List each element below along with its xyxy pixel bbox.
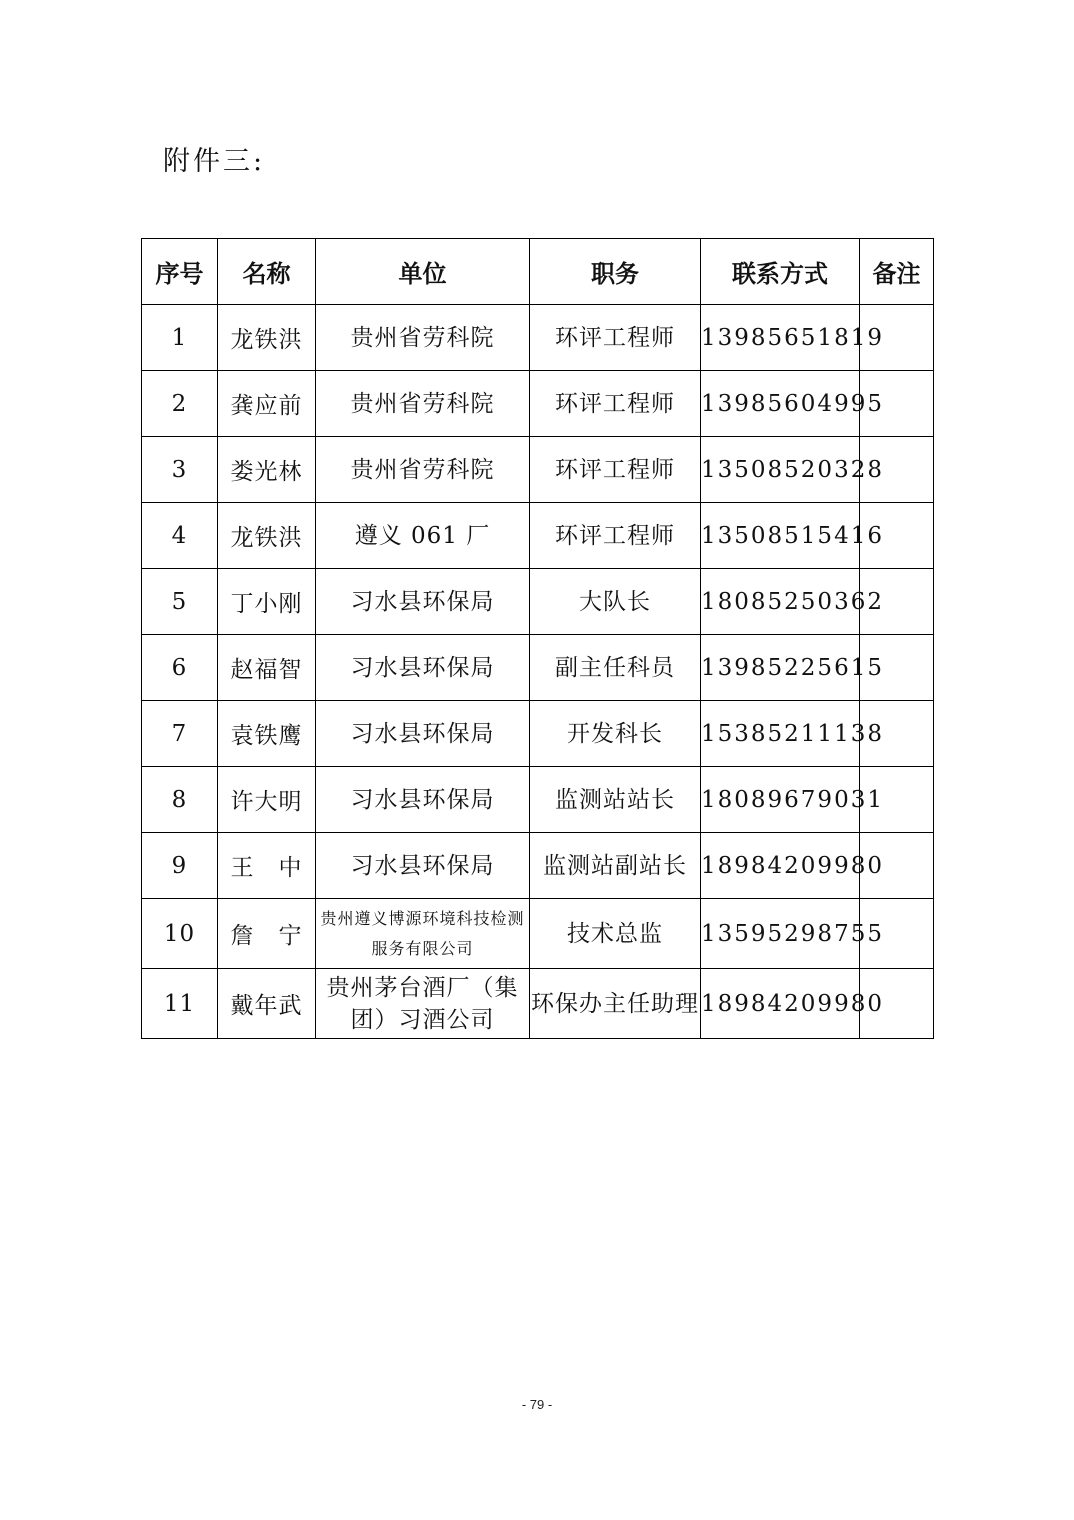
person-name: 王 中 xyxy=(218,833,316,899)
person-name: 詹 宁 xyxy=(218,899,316,969)
row-number: 5 xyxy=(142,569,218,635)
person-name: 龙铁洪 xyxy=(218,503,316,569)
unit: 习水县环保局 xyxy=(316,767,530,833)
unit: 遵义 061 厂 xyxy=(316,503,530,569)
header-cell: 序号 xyxy=(142,239,218,305)
table-row xyxy=(142,503,934,569)
unit: 习水县环保局 xyxy=(316,701,530,767)
unit: 贵州省劳科院 xyxy=(316,371,530,437)
job-title: 环保办主任助理 xyxy=(530,969,701,1039)
phone-number: 18984209980 xyxy=(701,833,860,899)
phone-number: 13508520328 xyxy=(701,437,860,503)
unit: 习水县环保局 xyxy=(316,833,530,899)
row-number: 3 xyxy=(142,437,218,503)
attachment-title: 附件三: xyxy=(163,146,266,177)
job-title: 大队长 xyxy=(530,569,701,635)
row-number: 7 xyxy=(142,701,218,767)
phone-number: 13985225615 xyxy=(701,635,860,701)
job-title: 环评工程师 xyxy=(530,305,701,371)
person-name: 赵福智 xyxy=(218,635,316,701)
job-title: 开发科长 xyxy=(530,701,701,767)
header-cell: 职务 xyxy=(530,239,701,305)
phone-number: 13985651819 xyxy=(701,305,860,371)
job-title: 环评工程师 xyxy=(530,503,701,569)
row-number: 10 xyxy=(142,899,218,969)
phone-number: 18984209980 xyxy=(701,969,860,1039)
job-title: 环评工程师 xyxy=(530,371,701,437)
header-cell: 单位 xyxy=(316,239,530,305)
row-number: 9 xyxy=(142,833,218,899)
table-row xyxy=(142,305,934,371)
phone-number: 13595298755 xyxy=(701,899,860,969)
page-number: - 79 - xyxy=(521,1397,553,1412)
person-name: 娄光林 xyxy=(218,437,316,503)
unit: 习水县环保局 xyxy=(316,569,530,635)
contact-table xyxy=(141,238,934,1039)
table-row xyxy=(142,969,934,1039)
person-name: 龙铁洪 xyxy=(218,305,316,371)
person-name: 戴年武 xyxy=(218,969,316,1039)
phone-number: 18089679031 xyxy=(701,767,860,833)
row-number: 4 xyxy=(142,503,218,569)
table-row xyxy=(142,569,934,635)
header-cell: 名称 xyxy=(218,239,316,305)
row-number: 2 xyxy=(142,371,218,437)
header-cell: 联系方式 xyxy=(701,239,860,305)
table-row xyxy=(142,701,934,767)
job-title: 副主任科员 xyxy=(530,635,701,701)
row-number: 1 xyxy=(142,305,218,371)
unit: 贵州茅台酒厂（集团）习酒公司 xyxy=(316,969,530,1039)
row-number: 6 xyxy=(142,635,218,701)
phone-number: 15385211138 xyxy=(701,701,860,767)
table-row xyxy=(142,437,934,503)
header-cell: 备注 xyxy=(860,239,934,305)
job-title: 监测站站长 xyxy=(530,767,701,833)
unit: 贵州遵义博源环境科技检测服务有限公司 xyxy=(316,899,530,969)
person-name: 丁小刚 xyxy=(218,569,316,635)
table-row xyxy=(142,767,934,833)
phone-number: 18085250362 xyxy=(701,569,860,635)
person-name: 许大明 xyxy=(218,767,316,833)
person-name: 龚应前 xyxy=(218,371,316,437)
row-number: 11 xyxy=(142,969,218,1039)
unit: 贵州省劳科院 xyxy=(316,437,530,503)
table-row xyxy=(142,899,934,969)
table-row xyxy=(142,833,934,899)
job-title: 环评工程师 xyxy=(530,437,701,503)
row-number: 8 xyxy=(142,767,218,833)
job-title: 技术总监 xyxy=(530,899,701,969)
job-title: 监测站副站长 xyxy=(530,833,701,899)
table-header-row xyxy=(142,239,934,305)
phone-number: 13985604995 xyxy=(701,371,860,437)
unit: 贵州省劳科院 xyxy=(316,305,530,371)
table-row xyxy=(142,371,934,437)
phone-number: 13508515416 xyxy=(701,503,860,569)
table-row xyxy=(142,635,934,701)
unit: 习水县环保局 xyxy=(316,635,530,701)
person-name: 袁铁鹰 xyxy=(218,701,316,767)
